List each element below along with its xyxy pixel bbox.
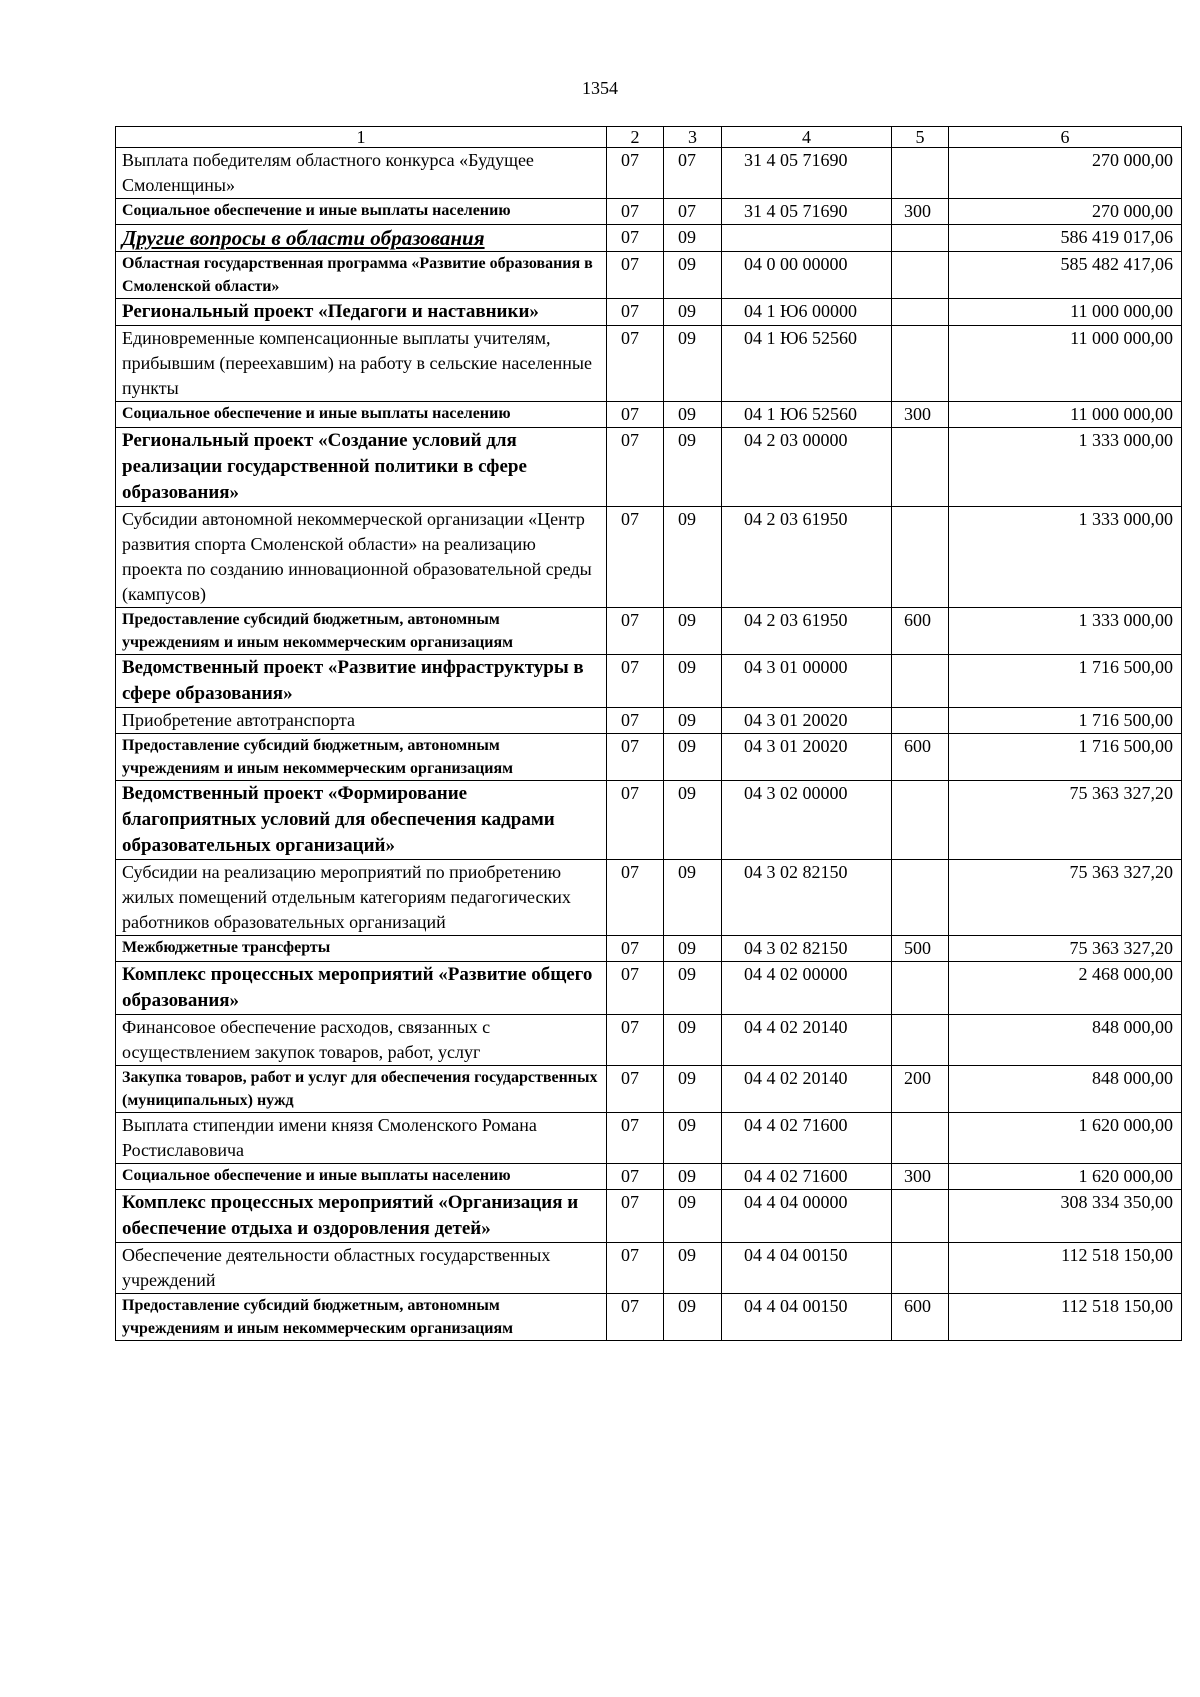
amount-cell: 308 334 350,00 xyxy=(949,1190,1182,1243)
section-code-cell: 07 xyxy=(607,1066,664,1113)
subsection-code-cell: 09 xyxy=(664,655,722,708)
item-name-cell: Социальное обеспечение и иные выплаты населению xyxy=(116,1164,607,1190)
item-name-cell: Социальное обеспечение и иные выплаты населению xyxy=(116,402,607,428)
target-article-code-cell: 04 4 02 00000 xyxy=(722,962,892,1015)
section-code-cell: 07 xyxy=(607,299,664,326)
amount-cell: 1 716 500,00 xyxy=(949,708,1182,734)
expense-type-code-cell xyxy=(892,962,949,1015)
header-cell-2: 2 xyxy=(607,127,664,148)
expense-type-code-cell xyxy=(892,507,949,608)
amount-cell: 75 363 327,20 xyxy=(949,936,1182,962)
item-name-cell: Социальное обеспечение и иные выплаты населению xyxy=(116,199,607,225)
amount-cell: 11 000 000,00 xyxy=(949,402,1182,428)
header-cell-1: 1 xyxy=(116,127,607,148)
item-name-cell: Обеспечение деятельности областных государственных учреждений xyxy=(116,1243,607,1294)
table-row xyxy=(116,507,1182,608)
item-name-cell: Предоставление субсидий бюджетным, автономным учреждениям и иным некоммерческим организациям xyxy=(116,1294,607,1341)
table-row xyxy=(116,608,1182,655)
table-row xyxy=(116,708,1182,734)
expense-type-code-cell: 300 xyxy=(892,199,949,225)
table-row xyxy=(116,936,1182,962)
subsection-code-cell: 09 xyxy=(664,936,722,962)
table-row xyxy=(116,1243,1182,1294)
expense-type-code-cell xyxy=(892,326,949,402)
target-article-code-cell: 04 4 04 00000 xyxy=(722,1190,892,1243)
subsection-code-cell: 09 xyxy=(664,962,722,1015)
target-article-code-cell xyxy=(722,225,892,252)
section-code-cell: 07 xyxy=(607,326,664,402)
amount-cell: 586 419 017,06 xyxy=(949,225,1182,252)
section-code-cell: 07 xyxy=(607,962,664,1015)
target-article-code-cell: 04 3 02 00000 xyxy=(722,781,892,860)
amount-cell: 1 333 000,00 xyxy=(949,507,1182,608)
item-name-cell: Выплата стипендии имени князя Смоленского Романа Ростиславовича xyxy=(116,1113,607,1164)
amount-cell: 1 333 000,00 xyxy=(949,608,1182,655)
subsection-code-cell: 09 xyxy=(664,1113,722,1164)
item-name-cell: Предоставление субсидий бюджетным, автономным учреждениям и иным некоммерческим организациям xyxy=(116,734,607,781)
section-code-cell: 07 xyxy=(607,507,664,608)
subsection-code-cell: 09 xyxy=(664,860,722,936)
section-code-cell: 07 xyxy=(607,936,664,962)
item-name-cell: Закупка товаров, работ и услуг для обеспечения государственных (муниципальных) нужд xyxy=(116,1066,607,1113)
amount-cell: 1 620 000,00 xyxy=(949,1113,1182,1164)
item-name-cell: Приобретение автотранспорта xyxy=(116,708,607,734)
expense-type-code-cell: 600 xyxy=(892,1294,949,1341)
subsection-code-cell: 09 xyxy=(664,608,722,655)
expense-type-code-cell: 300 xyxy=(892,1164,949,1190)
section-code-cell: 07 xyxy=(607,1113,664,1164)
target-article-code-cell: 04 3 01 00000 xyxy=(722,655,892,708)
expense-type-code-cell: 200 xyxy=(892,1066,949,1113)
target-article-code-cell: 04 3 01 20020 xyxy=(722,734,892,781)
target-article-code-cell: 31 4 05 71690 xyxy=(722,148,892,199)
subsection-code-cell: 09 xyxy=(664,1243,722,1294)
header-cell-4: 4 xyxy=(722,127,892,148)
expense-type-code-cell: 500 xyxy=(892,936,949,962)
expense-type-code-cell xyxy=(892,1243,949,1294)
target-article-code-cell: 04 4 02 20140 xyxy=(722,1066,892,1113)
section-code-cell: 07 xyxy=(607,781,664,860)
target-article-code-cell: 04 3 01 20020 xyxy=(722,708,892,734)
table-row xyxy=(116,402,1182,428)
item-name-cell: Единовременные компенсационные выплаты учителям, прибывшим (переехавшим) на работу в сельские населенные пункты xyxy=(116,326,607,402)
subsection-code-cell: 09 xyxy=(664,708,722,734)
target-article-code-cell: 04 0 00 00000 xyxy=(722,252,892,299)
section-code-cell: 07 xyxy=(607,225,664,252)
amount-cell: 2 468 000,00 xyxy=(949,962,1182,1015)
section-code-cell: 07 xyxy=(607,734,664,781)
subsection-code-cell: 09 xyxy=(664,734,722,781)
target-article-code-cell: 04 4 02 20140 xyxy=(722,1015,892,1066)
expense-type-code-cell xyxy=(892,860,949,936)
table-row xyxy=(116,428,1182,507)
expense-type-code-cell xyxy=(892,299,949,326)
table-row xyxy=(116,860,1182,936)
item-name-cell: Ведомственный проект «Развитие инфраструктуры в сфере образования» xyxy=(116,655,607,708)
amount-cell: 1 716 500,00 xyxy=(949,734,1182,781)
amount-cell: 1 333 000,00 xyxy=(949,428,1182,507)
expense-type-code-cell xyxy=(892,708,949,734)
amount-cell: 112 518 150,00 xyxy=(949,1243,1182,1294)
section-code-cell: 07 xyxy=(607,608,664,655)
subsection-code-cell: 09 xyxy=(664,428,722,507)
table-row xyxy=(116,734,1182,781)
item-name-cell: Предоставление субсидий бюджетным, автономным учреждениям и иным некоммерческим организациям xyxy=(116,608,607,655)
expense-type-code-cell: 600 xyxy=(892,608,949,655)
budget-table xyxy=(115,126,1182,1341)
section-code-cell: 07 xyxy=(607,199,664,225)
subsection-code-cell: 09 xyxy=(664,225,722,252)
expense-type-code-cell xyxy=(892,1113,949,1164)
header-cell-6: 6 xyxy=(949,127,1182,148)
table-row xyxy=(116,299,1182,326)
target-article-code-cell: 04 2 03 61950 xyxy=(722,608,892,655)
section-code-cell: 07 xyxy=(607,1243,664,1294)
section-code-cell: 07 xyxy=(607,428,664,507)
subsection-code-cell: 07 xyxy=(664,148,722,199)
subsection-code-cell: 09 xyxy=(664,781,722,860)
section-code-cell: 07 xyxy=(607,1190,664,1243)
subsection-code-cell: 09 xyxy=(664,1190,722,1243)
target-article-code-cell: 04 4 02 71600 xyxy=(722,1113,892,1164)
header-cell-3: 3 xyxy=(664,127,722,148)
header-cell-5: 5 xyxy=(892,127,949,148)
subsection-code-cell: 09 xyxy=(664,402,722,428)
target-article-code-cell: 04 3 02 82150 xyxy=(722,936,892,962)
item-name-cell: Комплекс процессных мероприятий «Развитие общего образования» xyxy=(116,962,607,1015)
table-row xyxy=(116,1113,1182,1164)
section-code-cell: 07 xyxy=(607,148,664,199)
amount-cell: 270 000,00 xyxy=(949,199,1182,225)
table-row xyxy=(116,148,1182,199)
subsection-code-cell: 07 xyxy=(664,199,722,225)
table-row xyxy=(116,1190,1182,1243)
section-code-cell: 07 xyxy=(607,655,664,708)
subsection-code-cell: 09 xyxy=(664,1294,722,1341)
subsection-code-cell: 09 xyxy=(664,299,722,326)
table-row xyxy=(116,1294,1182,1341)
subsection-code-cell: 09 xyxy=(664,252,722,299)
table-row xyxy=(116,1066,1182,1113)
item-name-cell: Другие вопросы в области образования xyxy=(116,225,607,252)
table-row xyxy=(116,252,1182,299)
section-code-cell: 07 xyxy=(607,860,664,936)
header-row xyxy=(116,127,1182,148)
page-number: 1354 xyxy=(582,78,618,98)
table-row xyxy=(116,962,1182,1015)
section-code-cell: 07 xyxy=(607,1294,664,1341)
amount-cell: 11 000 000,00 xyxy=(949,326,1182,402)
target-article-code-cell: 04 4 04 00150 xyxy=(722,1243,892,1294)
target-article-code-cell: 31 4 05 71690 xyxy=(722,199,892,225)
expense-type-code-cell xyxy=(892,428,949,507)
table-row xyxy=(116,1164,1182,1190)
subsection-code-cell: 09 xyxy=(664,1066,722,1113)
expense-type-code-cell: 600 xyxy=(892,734,949,781)
subsection-code-cell: 09 xyxy=(664,326,722,402)
target-article-code-cell: 04 4 02 71600 xyxy=(722,1164,892,1190)
item-name-cell: Финансовое обеспечение расходов, связанных с осуществлением закупок товаров, работ, услуг xyxy=(116,1015,607,1066)
expense-type-code-cell xyxy=(892,1190,949,1243)
item-name-cell: Региональный проект «Создание условий для реализации государственной политики в сфере образования» xyxy=(116,428,607,507)
section-code-cell: 07 xyxy=(607,402,664,428)
table-row xyxy=(116,225,1182,252)
target-article-code-cell: 04 1 Ю6 00000 xyxy=(722,299,892,326)
target-article-code-cell: 04 2 03 00000 xyxy=(722,428,892,507)
subsection-code-cell: 09 xyxy=(664,507,722,608)
amount-cell: 848 000,00 xyxy=(949,1015,1182,1066)
section-code-cell: 07 xyxy=(607,708,664,734)
expense-type-code-cell xyxy=(892,781,949,860)
table-row xyxy=(116,781,1182,860)
target-article-code-cell: 04 4 04 00150 xyxy=(722,1294,892,1341)
item-name-cell: Субсидии на реализацию мероприятий по приобретению жилых помещений отдельным категориям педагогических работников образовательных организаций xyxy=(116,860,607,936)
section-code-cell: 07 xyxy=(607,1015,664,1066)
amount-cell: 1 716 500,00 xyxy=(949,655,1182,708)
amount-cell: 1 620 000,00 xyxy=(949,1164,1182,1190)
expense-type-code-cell xyxy=(892,1015,949,1066)
table-row xyxy=(116,199,1182,225)
item-name-cell: Ведомственный проект «Формирование благоприятных условий для обеспечения кадрами образовательных организаций» xyxy=(116,781,607,860)
amount-cell: 75 363 327,20 xyxy=(949,781,1182,860)
item-name-cell: Выплата победителям областного конкурса «Будущее Смоленщины» xyxy=(116,148,607,199)
table-row xyxy=(116,1015,1182,1066)
amount-cell: 585 482 417,06 xyxy=(949,252,1182,299)
section-code-cell: 07 xyxy=(607,252,664,299)
target-article-code-cell: 04 1 Ю6 52560 xyxy=(722,326,892,402)
table-row xyxy=(116,655,1182,708)
amount-cell: 11 000 000,00 xyxy=(949,299,1182,326)
amount-cell: 75 363 327,20 xyxy=(949,860,1182,936)
expense-type-code-cell xyxy=(892,225,949,252)
expense-type-code-cell xyxy=(892,148,949,199)
amount-cell: 112 518 150,00 xyxy=(949,1294,1182,1341)
target-article-code-cell: 04 3 02 82150 xyxy=(722,860,892,936)
expense-type-code-cell: 300 xyxy=(892,402,949,428)
item-name-cell: Субсидии автономной некоммерческой организации «Центр развития спорта Смоленской области» на реализацию проекта по созданию инновационной образовательной среды (кампусов) xyxy=(116,507,607,608)
target-article-code-cell: 04 1 Ю6 52560 xyxy=(722,402,892,428)
item-name-cell: Областная государственная программа «Развитие образования в Смоленской области» xyxy=(116,252,607,299)
item-name-cell: Межбюджетные трансферты xyxy=(116,936,607,962)
item-name-cell: Комплекс процессных мероприятий «Организация и обеспечение отдыха и оздоровления детей» xyxy=(116,1190,607,1243)
subsection-code-cell: 09 xyxy=(664,1164,722,1190)
target-article-code-cell: 04 2 03 61950 xyxy=(722,507,892,608)
subsection-code-cell: 09 xyxy=(664,1015,722,1066)
expense-type-code-cell xyxy=(892,252,949,299)
expense-type-code-cell xyxy=(892,655,949,708)
amount-cell: 848 000,00 xyxy=(949,1066,1182,1113)
item-name-cell: Региональный проект «Педагоги и наставники» xyxy=(116,299,607,326)
section-code-cell: 07 xyxy=(607,1164,664,1190)
table-row xyxy=(116,326,1182,402)
amount-cell: 270 000,00 xyxy=(949,148,1182,199)
